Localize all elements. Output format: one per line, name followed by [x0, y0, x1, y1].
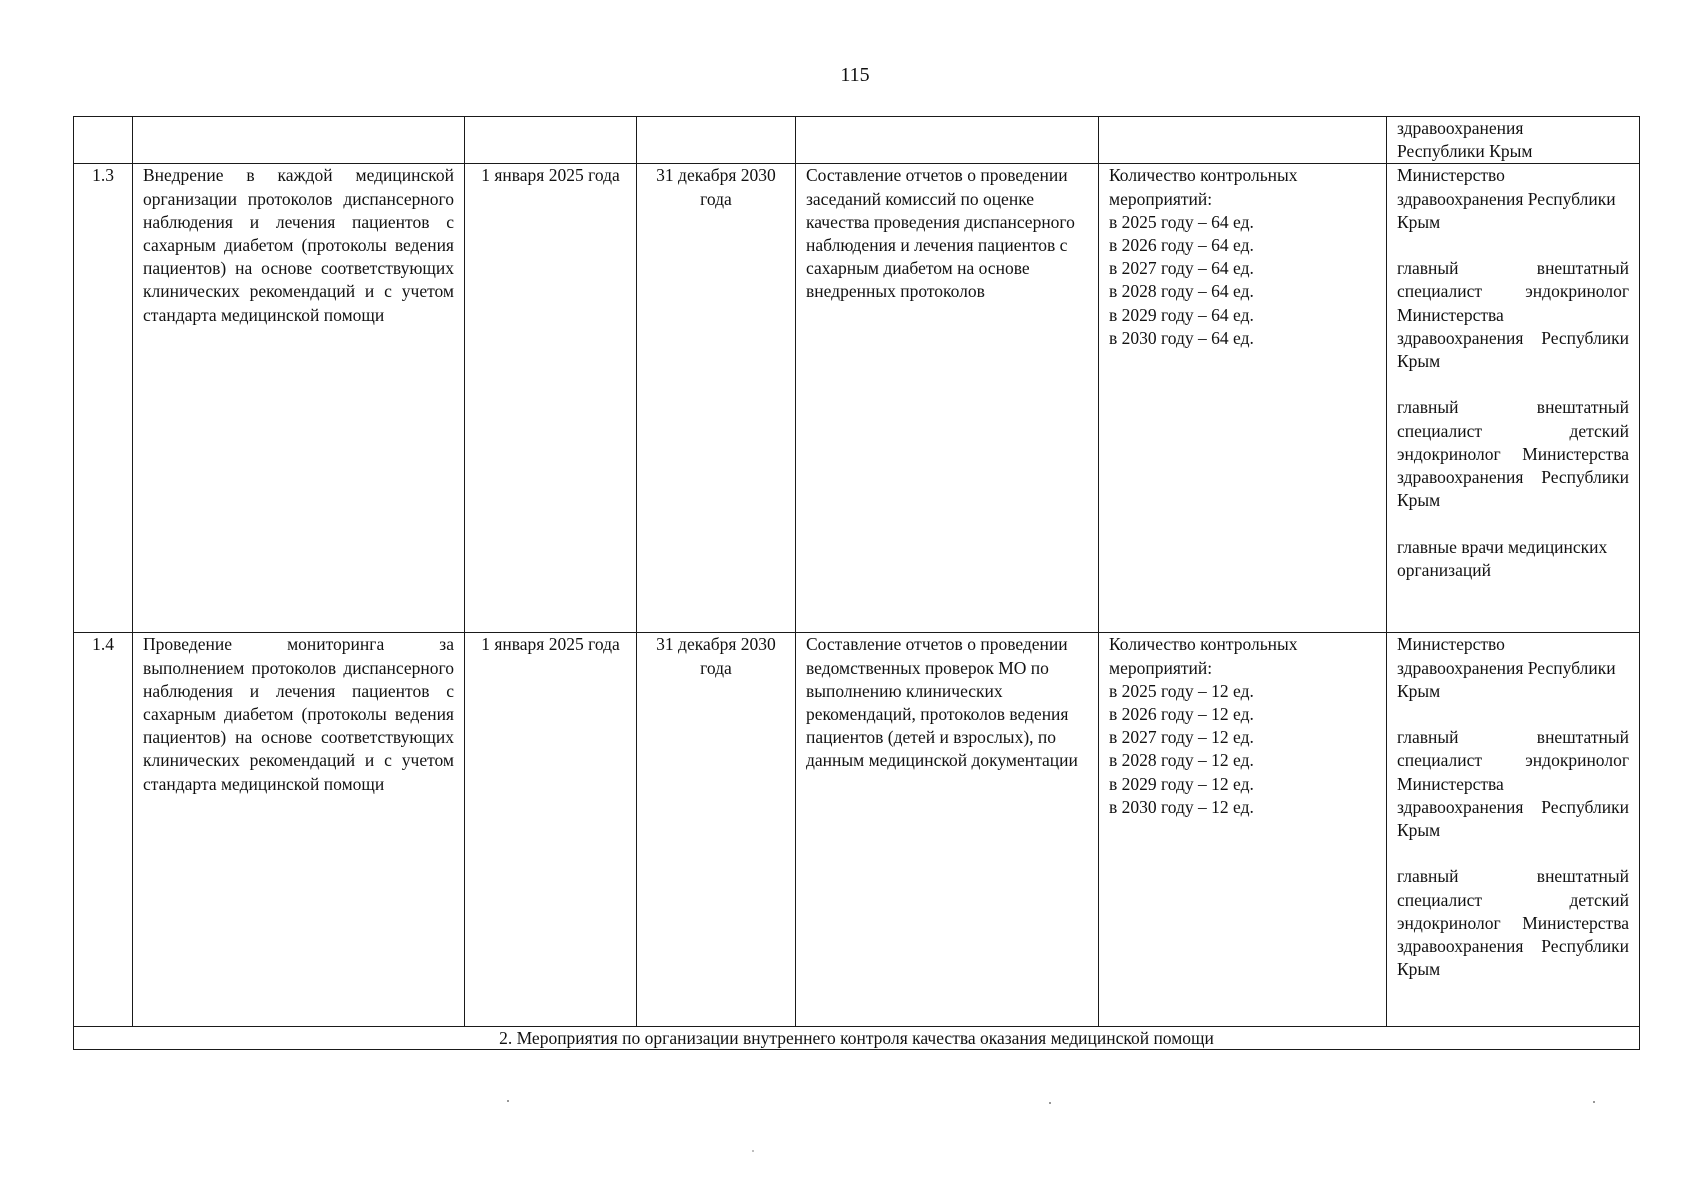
scan-speck [1049, 1102, 1051, 1104]
spacer [1397, 703, 1629, 726]
indicator-line: в 2030 году – 12 ед. [1109, 796, 1254, 817]
section-row [74, 1027, 1640, 1050]
indicator-line: в 2026 году – 64 ед. [1109, 235, 1254, 256]
indicator-line: в 2029 году – 12 ед. [1109, 773, 1254, 794]
cell-indicator [1099, 164, 1387, 633]
indicator-line: в 2026 году – 12 ед. [1109, 704, 1254, 725]
cell-start-date: 1 января 2025 года [465, 164, 637, 633]
responsible-entry: главный внештатный специалист детский эндокринолог Министерства здравоохранения Республики Крым [1397, 866, 1629, 980]
indicator-line: в 2025 году – 64 ед. [1109, 211, 1254, 232]
cell-number [74, 117, 133, 164]
cell-result: Составление отчетов о проведении ведомственных проверок МО по выполнению клинических рекомендаций, протоколов ведения пациентов (детей и взрослых), по данным медицинской документации [796, 633, 1099, 1027]
responsible-entry: главный внештатный специалист детский эндокринолог Министерства здравоохранения Республики Крым [1397, 397, 1629, 511]
cell-end-date [637, 117, 796, 164]
responsible-entry: главный внештатный специалист эндокринолог Министерства здравоохранения Республики Крым [1397, 258, 1629, 372]
responsible-entry: Министерство здравоохранения Республики Крым [1397, 165, 1616, 232]
cell-responsible [1387, 164, 1640, 633]
measures-table [73, 116, 1640, 1050]
responsible-entry: Министерство здравоохранения Республики Крым [1397, 634, 1616, 701]
cell-task: Внедрение в каждой медицинской организации протоколов диспансерного наблюдения и лечения пациентов с сахарным диабетом (протоколы ведения пациентов) на основе соответствующих клинических рекомендаций и с учетом стандарта медицинской помощи [133, 164, 465, 633]
indicator-title: Количество контрольных мероприятий: [1109, 634, 1298, 678]
cell-task: Проведение мониторинга за выполнением протоколов диспансерного наблюдения и лечения пациентов с сахарным диабетом (протоколы ведения пациентов) на основе соответствующих клинических рекомендаций и с учетом стандарта медицинской помощи [133, 633, 465, 1027]
indicator-line: в 2029 году – 64 ед. [1109, 304, 1254, 325]
indicator-line: в 2028 году – 64 ед. [1109, 281, 1254, 302]
cell-task [133, 117, 465, 164]
responsible-entry: главный внештатный специалист эндокринолог Министерства здравоохранения Республики Крым [1397, 727, 1629, 841]
cell-start-date [465, 117, 637, 164]
section-heading: 2. Мероприятия по организации внутреннего контроля качества оказания медицинской помощи [74, 1027, 1640, 1050]
page-number: 115 [840, 64, 870, 86]
cell-number: 1.3 [74, 164, 133, 633]
spacer [1397, 842, 1629, 865]
responsible-line: Республики Крым [1397, 141, 1533, 162]
cell-start-date: 1 января 2025 года [465, 633, 637, 1027]
table-row-continuation [74, 117, 1640, 164]
table-row [74, 633, 1640, 1027]
indicator-line: в 2027 году – 64 ед. [1109, 258, 1254, 279]
cell-end-date: 31 декабря 2030 года [637, 633, 796, 1027]
spacer [1397, 234, 1629, 257]
cell-indicator [1099, 117, 1387, 164]
table-row [74, 164, 1640, 633]
responsible-line: здравоохранения [1397, 118, 1524, 138]
scan-speck [1593, 1101, 1595, 1103]
cell-indicator [1099, 633, 1387, 1027]
indicator-line: в 2027 году – 12 ед. [1109, 727, 1254, 748]
cell-end-date: 31 декабря 2030 года [637, 164, 796, 633]
indicator-title: Количество контрольных мероприятий: [1109, 165, 1298, 209]
scan-speck [507, 1100, 509, 1102]
indicator-line: в 2028 году – 12 ед. [1109, 750, 1254, 771]
indicator-line: в 2025 году – 12 ед. [1109, 680, 1254, 701]
cell-number: 1.4 [74, 633, 133, 1027]
cell-result [796, 117, 1099, 164]
spacer [1397, 512, 1629, 535]
cell-responsible [1387, 633, 1640, 1027]
spacer [1397, 373, 1629, 396]
scan-speck [752, 1150, 754, 1152]
responsible-entry: главные врачи медицинских организаций [1397, 536, 1608, 580]
cell-result: Составление отчетов о проведении заседаний комиссий по оценке качества проведения диспансерного наблюдения и лечения пациентов с сахарным диабетом на основе внедренных протоколов [796, 164, 1099, 633]
cell-responsible [1387, 117, 1640, 164]
indicator-line: в 2030 году – 64 ед. [1109, 327, 1254, 348]
